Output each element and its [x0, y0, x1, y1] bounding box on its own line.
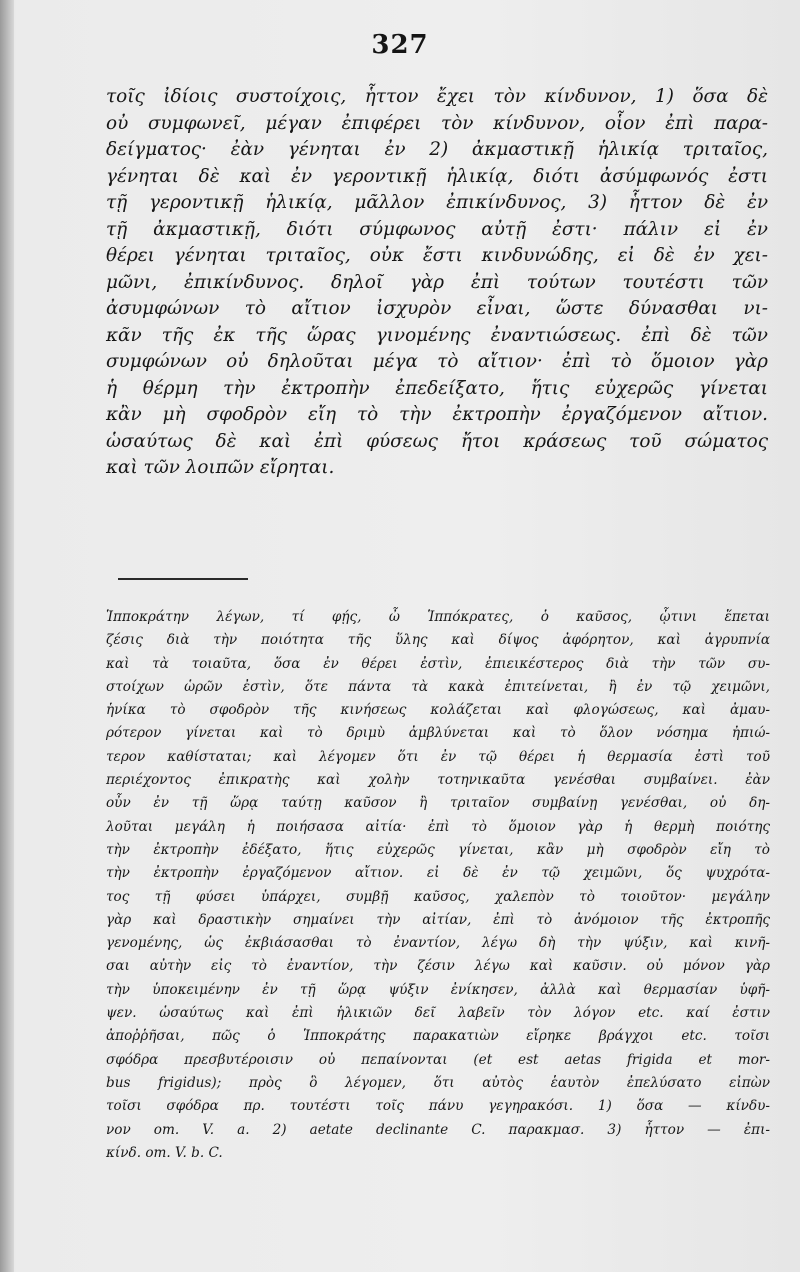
footnote-line: γὰρ καὶ δραστικὴν σημαίνει τὴν αἰτίαν, ἐπὶ τὸ ἀνόμοιον τῆς ἐκτροπῆς: [106, 911, 770, 928]
footnote-line: λοῦται μεγάλη ἡ ποιήσασα αἰτία· ἐπὶ τὸ ὅμοιον γὰρ ἡ θερμὴ ποιότης: [106, 818, 770, 835]
footnote-line: περιέχοντος ἐπικρατὴς καὶ χολὴν τοτηνικαῦτα γενέσθαι συμβαίνει. ἐὰν: [106, 772, 770, 789]
footnote-line: καὶ τὰ τοιαῦτα, ὅσα ἐν θέρει ἐστὶν, ἐπιεικέστερος διὰ τὴν τῶν συ-: [106, 655, 770, 672]
main-text-line: κἂν μὴ σφοδρὸν εἴη τὸ τὴν ἐκτροπὴν ἐργαζόμενον αἴτιον.: [106, 404, 768, 425]
footnote-line: τος τῇ φύσει ὑπάρχει, συμβῇ καῦσος, χαλεπὸν τὸ τοιοῦτον· μεγάλην: [106, 888, 770, 905]
footnote-line: τερον καθίσταται; καὶ λέγομεν ὅτι ἐν τῷ θέρει ἡ θερμασία ἐστὶ τοῦ: [106, 748, 770, 765]
footnote-line: νον om. V. a. 2) aetate declinante C. παρακμασ. 3) ἧττον — ἐπι-: [106, 1121, 770, 1138]
footnote-line: γενομένης, ὡς ἐκβιάσασθαι τὸ ἐναντίον, λέγω δὴ τὴν ψύξιν, καὶ κινῆ-: [106, 935, 770, 952]
main-text-line: γένηται δὲ καὶ ἐν γεροντικῇ ἡλικίᾳ, διότι ἀσύμφωνός ἐστι: [106, 165, 768, 187]
footnote-line: τὴν ἐκτροπὴν ἐργαζόμενον αἴτιον. εἰ δὲ ἐν τῷ χειμῶνι, ὅς ψυχρότα-: [106, 865, 770, 882]
footnote-line: τοῖσι σφόδρα πρ. τουτέστι τοῖς πάνυ γεγηρακόσι. 1) ὅσα — κίνδυ-: [106, 1098, 770, 1115]
main-text-line: ὡσαύτως δὲ καὶ ἐπὶ φύσεως ἤτοι κράσεως τοῦ σώματος: [106, 430, 768, 452]
main-text-line: ἡ θέρμη τὴν ἐκτροπὴν ἐπεδείξατο, ἥτις εὐχερῶς γίνεται: [106, 377, 768, 399]
main-text-line: ἀσυμφώνων τὸ αἴτιον ἰσχυρὸν εἶναι, ὥστε δύνασθαι νι-: [106, 298, 768, 319]
footnote-separator: [118, 578, 248, 580]
footnote-line: Ἱπποκράτην λέγων, τί φῄς, ὦ Ἱππόκρατες, ὁ καῦσος, ᾧτινι ἕπεται: [106, 609, 770, 625]
footnote-line: ζέσις διὰ τὴν ποιότητα τῆς ὕλης καὶ δίψος ἀφόρητον, καὶ ἀγρυπνία: [106, 632, 770, 649]
page-binding-edge: [0, 0, 14, 1272]
footnote-line: στοίχων ὡρῶν ἐστὶν, ὅτε πάντα τὰ κακὰ ἐπιτείνεται, ἢ ἐν τῷ χειμῶνι,: [106, 678, 770, 695]
footnote-line: bus frigidus); πρὸς ὃ λέγομεν, ὅτι αὐτὸς ἑαυτὸν ἐπελύσατο εἰπὼν: [106, 1074, 770, 1091]
footnote-line: σφόδρα πρεσβυτέροισιν οὐ πεπαίνονται (et est aetas frigida et mor-: [106, 1051, 770, 1068]
footnote-line: τὴν ὑποκειμένην ἐν τῇ ὥρᾳ ψύξιν ἐνίκησεν, ἀλλὰ καὶ θερμασίαν ὑφῆ-: [106, 981, 770, 998]
footnote-line: ἡνίκα τὸ σφοδρὸν τῆς κινήσεως κολάζεται καὶ φλογώσεως, καὶ ἀμαυ-: [106, 702, 770, 719]
main-text-line: καὶ τῶν λοιπῶν εἴρηται.: [106, 457, 335, 478]
main-text-line: μῶνι, ἐπικίνδυνος. δηλοῖ γὰρ ἐπὶ τούτων τουτέστι τῶν: [106, 271, 768, 293]
main-text-line: δείγματος· ἐὰν γένηται ἐν 2) ἀκμαστικῇ ἡλικίᾳ τριταῖος,: [106, 139, 768, 160]
main-text-line: τῇ ἀκμαστικῇ, διότι σύμφωνος αὐτῇ ἐστι· πάλιν εἰ ἐν: [106, 218, 768, 240]
footnote-line: κίνδ. om. V. b. C.: [106, 1144, 223, 1161]
main-text-line: κᾶν τῆς ἐκ τῆς ὥρας γινομένης ἐναντιώσεως. ἐπὶ δὲ τῶν: [106, 324, 768, 346]
footnote-line: ρότερον γίνεται καὶ τὸ δριμὺ ἀμβλύνεται καὶ τὸ ὅλον νόσημα ἠπιώ-: [106, 725, 770, 742]
page-number: 327: [371, 30, 429, 60]
footnote-line: ἀποῤῥῆσαι, πῶς ὁ Ἱπποκράτης παρακατιὼν εἴρηκε βράγχοι etc. τοῖσι: [106, 1028, 770, 1045]
main-text-line: θέρει γένηται τριταῖος, οὐκ ἔστι κινδυνώδης, εἰ δὲ ἐν χει-: [106, 245, 768, 266]
main-text-line: συμφώνων οὐ δηλοῦται μέγα τὸ αἴτιον· ἐπὶ τὸ ὅμοιον γὰρ: [106, 351, 768, 372]
main-text-line: οὐ συμφωνεῖ, μέγαν ἐπιφέρει τὸν κίνδυνον, οἷον ἐπὶ παρα-: [106, 112, 768, 134]
footnote-line: οὖν ἐν τῇ ὥρᾳ ταύτῃ καῦσον ἢ τριταῖον συμβαίνῃ γενέσθαι, οὐ δη-: [106, 795, 770, 812]
main-text-block: [106, 84, 768, 482]
footnote-line: ψεν. ὡσαύτως καὶ ἐπὶ ἡλικιῶν δεῖ λαβεῖν τὸν λόγον etc. καί ἐστιν: [106, 1005, 770, 1022]
footnote-line: σαι αὐτὴν εἰς τὸ ἐναντίον, τὴν ζέσιν λέγω καὶ καῦσιν. οὐ μόνον γὰρ: [106, 958, 770, 975]
footnotes-block: [106, 606, 770, 1165]
main-text-line: τῇ γεροντικῇ ἡλικίᾳ, μᾶλλον ἐπικίνδυνος, 3) ἧττον δὲ ἐν: [106, 192, 768, 213]
footnote-line: τὴν ἐκτροπὴν ἐδέξατο, ἥτις εὐχερῶς γίνεται, κἂν μὴ σφοδρὸν εἴη τὸ: [106, 841, 770, 858]
main-text-line: τοῖς ἰδίοις συστοίχοις, ἧττον ἔχει τὸν κίνδυνον, 1) ὅσα δὲ: [106, 86, 768, 107]
